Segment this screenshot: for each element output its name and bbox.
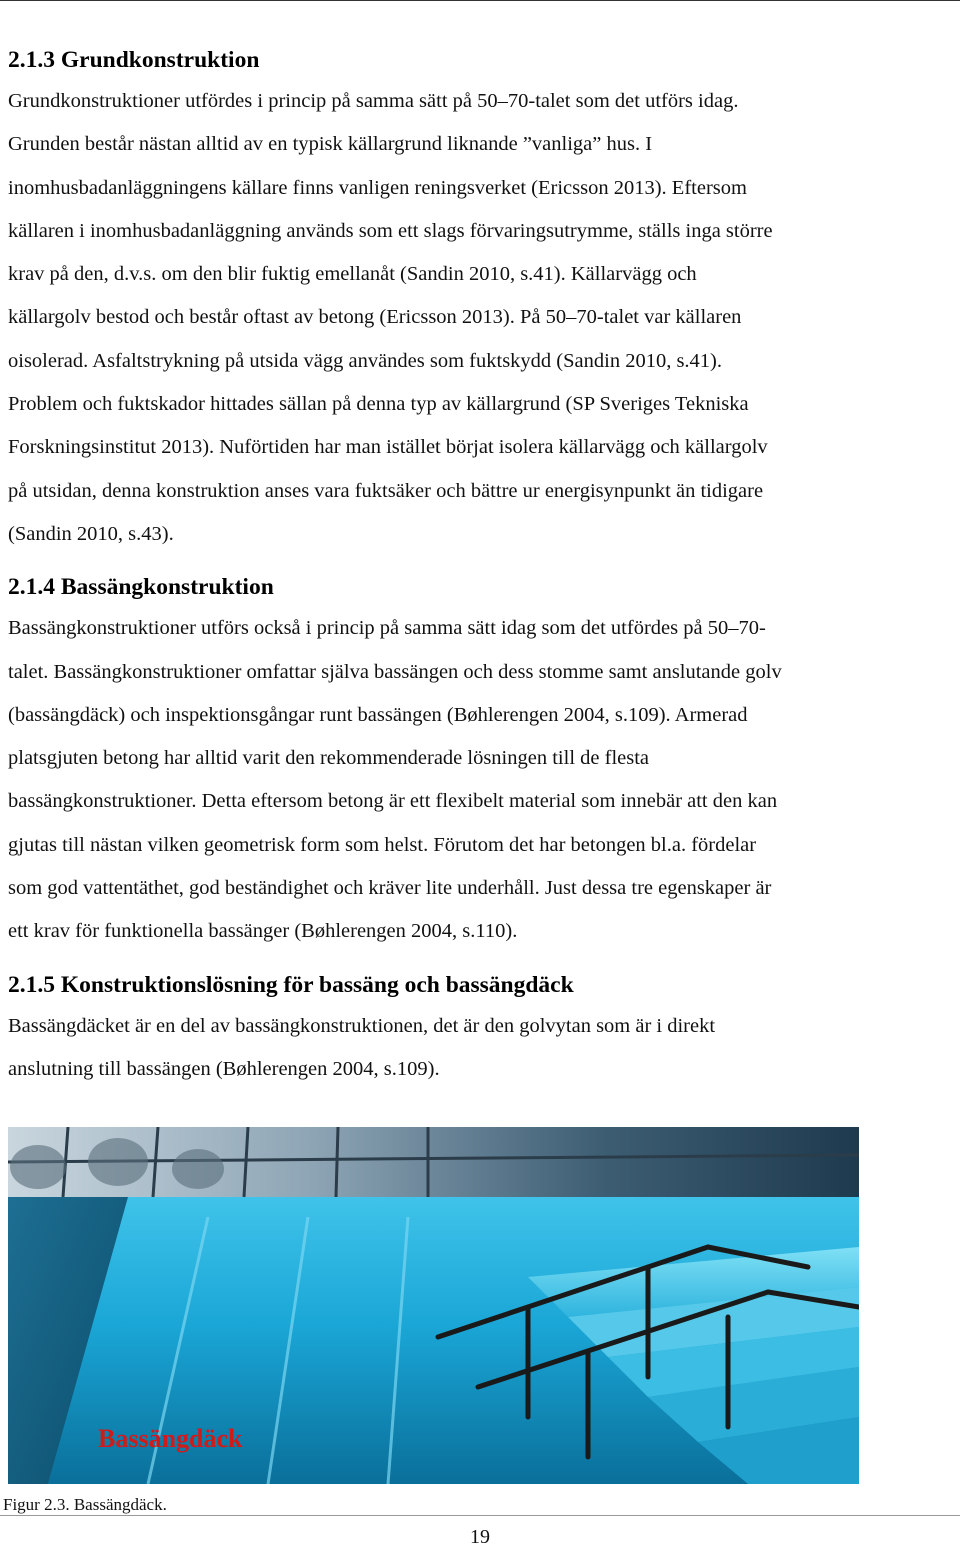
section-heading-konstruktionslosning: 2.1.5 Konstruktionslösning för bassäng och bassängdäck	[8, 971, 574, 998]
text-line: ett krav för funktionella bassänger (Bøhlerengen 2004, s.110).	[8, 920, 518, 943]
pool-illustration	[8, 1127, 859, 1484]
figure-caption: Figur 2.3. Bassängdäck.	[3, 1495, 167, 1514]
text-line: gjutas till nästan vilken geometrisk form som helst. Förutom det har betongen bl.a. fördelar	[8, 833, 757, 856]
paragraph-bassangkonstruktion	[8, 607, 952, 953]
page-number: 19	[470, 1526, 490, 1548]
pool-photo	[8, 1127, 859, 1484]
text-line: källargolv bestod och består oftast av betong (Ericsson 2013). På 50–70-talet var källaren	[8, 306, 742, 329]
paragraph-konstruktionslosning	[8, 1005, 952, 1092]
text-line: (Sandin 2010, s.43).	[8, 522, 174, 545]
text-line: som god vattentäthet, god beständighet och kräver lite underhåll. Just dessa tre egenskaper är	[8, 877, 772, 900]
text-line: källaren i inomhusbadanläggning används som ett slags förvaringsutrymme, ställs inga större	[8, 219, 773, 242]
text-line: krav på den, d.v.s. om den blir fuktig emellanåt (Sandin 2010, s.41). Källarvägg och	[8, 263, 697, 286]
text-line: Problem och fuktskador hittades sällan på denna typ av källargrund (SP Sveriges Tekniska	[8, 393, 749, 416]
page-top-border	[0, 0, 960, 1]
text-line: Grunden består nästan alltid av en typisk källargrund liknande ”vanliga” hus. I	[8, 133, 653, 156]
document-body	[8, 40, 952, 1091]
section-heading-bassangkonstruktion: 2.1.4 Bassängkonstruktion	[8, 574, 274, 601]
bassangdack-label: Bassängdäck	[98, 1424, 243, 1453]
text-line: inomhusbadanläggningens källare finns vanligen reningsverket (Ericsson 2013). Eftersom	[8, 176, 747, 199]
section-heading-grundkonstruktion: 2.1.3 Grundkonstruktion	[8, 47, 260, 73]
text-line: anslutning till bassängen (Bøhlerengen 2004, s.109).	[8, 1057, 440, 1080]
text-line: Forskningsinstitut 2013). Nuförtiden har man istället börjat isolera källarvägg och källargolv	[8, 436, 768, 459]
text-line: Grundkonstruktioner utfördes i princip på samma sätt på 50–70-talet som det utförs idag.	[8, 90, 739, 112]
footer-rule	[0, 1515, 960, 1516]
text-line: talet. Bassängkonstruktioner omfattar själva bassängen och dess stomme samt anslutande golv	[8, 660, 782, 683]
section-gap	[8, 556, 952, 567]
text-line: Bassängkonstruktioner utförs också i princip på samma sätt idag som det utfördes på 50–70-	[8, 617, 766, 640]
paragraph-grundkonstruktion	[8, 80, 952, 556]
text-line: Bassängdäcket är en del av bassängkonstruktionen, det är den golvytan som är i direkt	[8, 1014, 716, 1037]
section-gap	[8, 954, 952, 965]
text-line: oisolerad. Asfaltstrykning på utsida vägg användes som fuktskydd (Sandin 2010, s.41).	[8, 349, 722, 372]
text-line: (bassängdäck) och inspektionsgångar runt bassängen (Bøhlerengen 2004, s.109). Armerad	[8, 703, 748, 726]
text-line: platsgjuten betong har alltid varit den rekommenderade lösningen till de flesta	[8, 747, 650, 770]
text-line: bassängkonstruktioner. Detta eftersom betong är ett flexibelt material som innebär att den kan	[8, 790, 778, 813]
text-line: på utsidan, denna konstruktion anses vara fuktsäker och bättre ur energisynpunkt än tidigare	[8, 479, 764, 502]
